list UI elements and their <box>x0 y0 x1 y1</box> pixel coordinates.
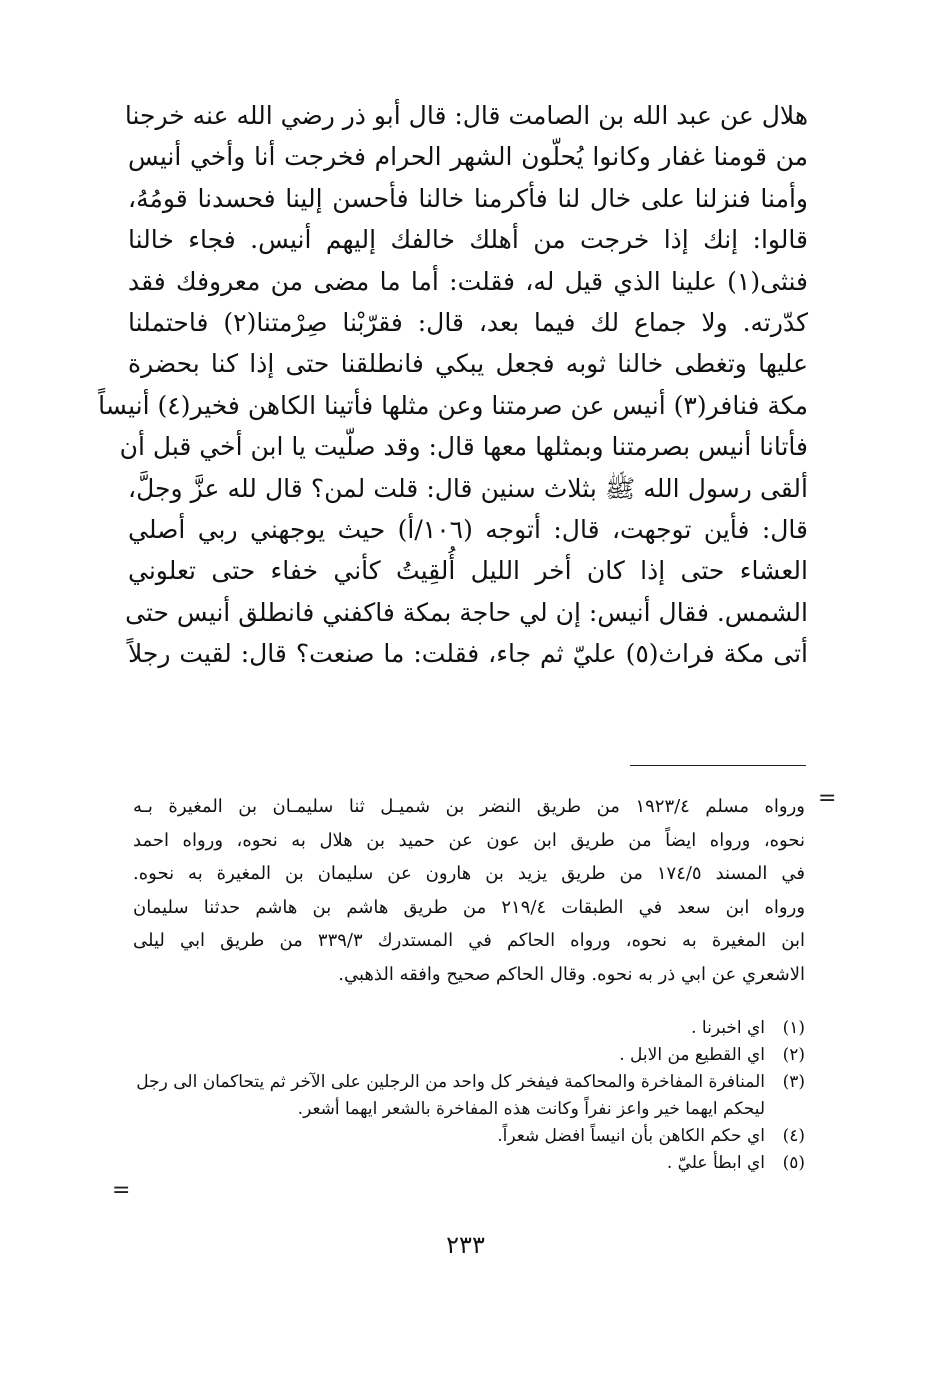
footnote-number: (٥) <box>782 1153 805 1173</box>
main-text-line: مكة فنافر(٣) أنيس عن صرمتنا وعن مثلها فأتينا الكاهن فخير(٤) أنيساً <box>98 390 808 420</box>
main-text-line: ألقى رسول الله ﷺ بثلاث سنين قال: قلت لمن؟ قال لله عزَّ وجلَّ، <box>128 473 808 503</box>
page-number: ٢٣٣ <box>446 1231 485 1259</box>
main-text-line: من قومنا غفار وكانوا يُحلّون الشهر الحرام فخرجت أنا وأخي أنيس <box>128 142 808 172</box>
footnote-text-continued: ليحكم ايهما خير واعز نفراً وكانت هذه المفاخرة بالشعر ايهما أشعر. <box>297 1099 765 1119</box>
main-text-line: العشاء حتى إذا كان أخر الليل أُلقِيتُ كأني خفاء حتى تعلوني <box>128 556 808 586</box>
main-text-line: قال: فأين توجهت، قال: أتوجه (١٠٦/أ) حيث يوجهني ربي أصلي <box>128 514 808 544</box>
footnote-item <box>125 1150 805 1177</box>
footnote-item <box>125 1042 805 1069</box>
footnote-item <box>125 1069 805 1123</box>
notes-continuation-block <box>133 790 805 992</box>
footnotes-list <box>125 1015 805 1177</box>
note-line: ورواه ابن سعد في الطبقات ٢١٩/٤ من طريق هاشم بن هاشم حدثنا سليمان <box>133 896 806 918</box>
note-line: ورواه مسلم ١٩٢٣/٤ من طريق النضر بن شميـل ثنا سليمـان بن المغيرة بـه <box>133 796 805 817</box>
continuation-marker-bottom: = <box>112 1178 131 1203</box>
footnote-item <box>125 1015 805 1042</box>
note-line: في المسند ١٧٤/٥ من طريق يزيد بن هارون عن سليمان بن المغيرة به نحوه. <box>133 863 805 885</box>
footnote-number: (١) <box>782 1018 805 1038</box>
main-text-line: الشمس. فقال أنيس: إن لي حاجة بمكة فاكفني فانطلق أنيس حتى <box>125 597 808 627</box>
footnote-item <box>125 1123 805 1150</box>
footnote-text: اي ابطأ عليّ . <box>666 1153 765 1173</box>
footnote-text: المنافرة المفاخرة والمحاكمة فيفخر كل واحد من الرجلين على الآخر ثم يتحاكمان الى رجل <box>136 1072 765 1092</box>
footnote-separator <box>630 765 806 766</box>
main-text-line: أتى مكة فراث(٥) عليّ ثم جاء، فقلت: ما صنعت؟ قال: لقيت رجلاً <box>128 639 808 669</box>
footnote-number: (٤) <box>782 1126 805 1146</box>
footnote-text: اي القطيع من الابل . <box>619 1045 765 1065</box>
main-text-block <box>98 95 808 674</box>
footnote-number: (٢) <box>782 1045 805 1065</box>
main-text-line: عليها وتغطى خالنا ثوبه فجعل يبكي فانطلقنا حتى إذا كنا بحضرة <box>128 349 808 379</box>
main-text-line: هلال عن عبد الله بن الصامت قال: قال أبو ذر رضي الله عنه خرجنا <box>124 101 808 130</box>
note-line: نحوه، ورواه ايضاً من طريق ابن عون عن حميد بن هلال به نحوه، ورواه احمد <box>133 829 805 851</box>
main-text-line: فأتانا أنيس بصرمتنا وبمثلها معها قال: وقد صلّيت يا ابن أخي قبل أن <box>119 432 808 462</box>
note-line: ابن المغيرة به نحوه، ورواه الحاكم في المستدرك ٣٣٩/٣ من طريق ابي ليلى <box>133 930 805 952</box>
footnote-number: (٣) <box>782 1072 805 1092</box>
main-text-line: وأمنا فنزلنا على خال لنا فأكرمنا خالنا فأحسن إلينا فحسدنا قومُهُ، <box>128 183 808 213</box>
main-text-line: فنثى(١) علينا الذي قيل له، فقلت: أما ما مضى من معروفك فقد <box>128 266 808 296</box>
note-line: الاشعري عن ابي ذر به نحوه. وقال الحاكم صحيح وافقه الذهبي. <box>338 963 805 985</box>
footnote-text: اي حكم الكاهن بأن انيساً افضل شعراً. <box>497 1126 765 1146</box>
footnote-text: اي اخبرنا . <box>691 1018 765 1038</box>
main-text-line: كدّرته. ولا جماع لك فيما بعد، قال: فقرّبْنا صِرْمتنا(٢) فاحتملنا <box>128 307 808 337</box>
continuation-marker-top: = <box>818 786 837 811</box>
main-text-line: قالوا: إنك إذا خرجت من أهلك خالفك إليهم أنيس. فجاء خالنا <box>128 225 808 255</box>
